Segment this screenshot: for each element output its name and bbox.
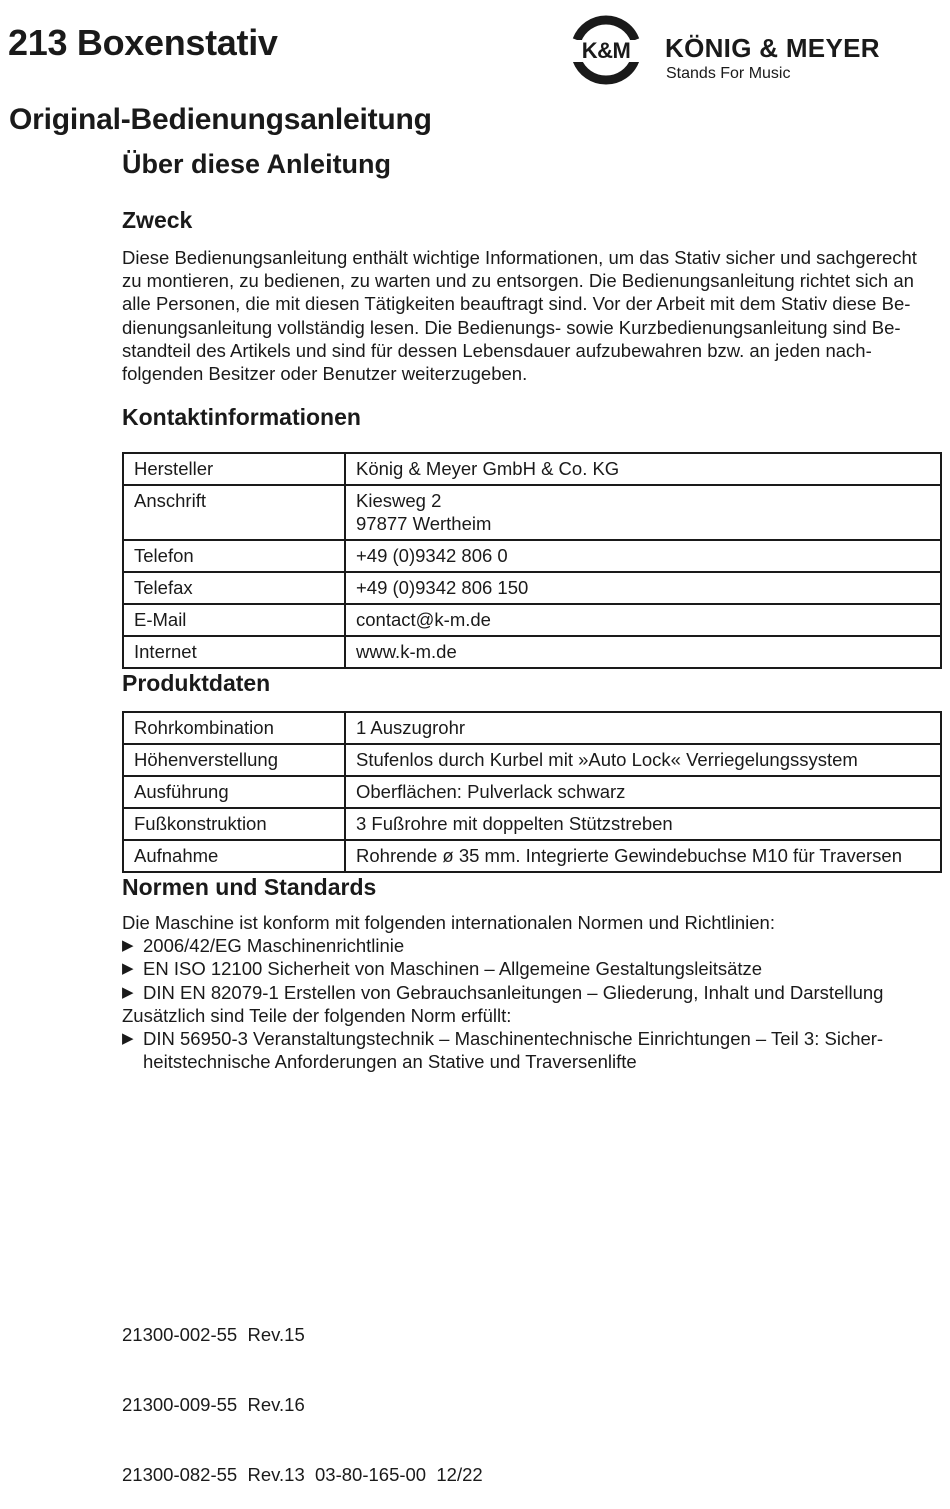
- product-table: [122, 711, 942, 873]
- norm-text: DIN EN 82079-1 Erstellen von Gebrauchsanleitungen – Gliederung, Inhalt und Darstellung: [143, 981, 884, 1003]
- table-row: [123, 604, 941, 636]
- contact-value-line: König & Meyer GmbH & Co. KG: [356, 458, 620, 479]
- normen-heading: Normen und Standards: [122, 874, 377, 900]
- product-label: Höhenverstellung: [123, 744, 345, 776]
- contact-value-line: Kiesweg 2: [356, 490, 442, 511]
- table-row: [123, 712, 941, 744]
- product-value: Oberflächen: Pulverlack schwarz: [345, 776, 941, 808]
- list-item: [122, 1027, 883, 1073]
- paragraph-line: alle Personen, die mit diesen Tätigkeiten beauftragt sind. Vor der Arbeit mit dem Stativ diese Be-: [122, 293, 911, 315]
- zweck-heading: Zweck: [122, 207, 193, 233]
- norm-text-continued: heitstechnische Anforderungen an Stative und Traversenlifte: [143, 1051, 637, 1073]
- product-label: Aufnahme: [123, 840, 345, 872]
- logo-mark: K&M: [567, 40, 645, 62]
- contact-label: Telefax: [123, 572, 345, 604]
- table-row: [123, 744, 941, 776]
- arrow-right-icon: ▶: [122, 937, 134, 955]
- product-label: Ausführung: [123, 776, 345, 808]
- table-row: [123, 776, 941, 808]
- contact-value-line: 97877 Wertheim: [356, 513, 492, 534]
- zweck-paragraph: [122, 246, 944, 385]
- contact-value-line: www.k-m.de: [356, 641, 457, 662]
- section-title: Über diese Anleitung: [122, 149, 392, 179]
- kontakt-heading: Kontaktinformationen: [122, 404, 361, 430]
- table-row: [123, 636, 941, 668]
- contact-table: [122, 452, 942, 669]
- logo-tagline: Stands For Music: [666, 65, 791, 82]
- norms-intro: Die Maschine ist konform mit folgenden internationalen Normen und Richtlinien:: [122, 912, 775, 933]
- table-row: [123, 453, 941, 485]
- arrow-right-icon: ▶: [122, 960, 134, 978]
- contact-value: [345, 453, 941, 485]
- contact-value: [345, 540, 941, 572]
- arrow-right-icon: ▶: [122, 1030, 134, 1048]
- arrow-right-icon: ▶: [122, 983, 134, 1001]
- contact-label: Telefon: [123, 540, 345, 572]
- product-value: Stufenlos durch Kurbel mit »Auto Lock« Verriegelungssystem: [345, 744, 941, 776]
- contact-value-line: contact@k-m.de: [356, 609, 491, 630]
- footer-line: 21300-082-55 Rev.13 03-80-165-00 12/22: [122, 1463, 483, 1485]
- contact-value: [345, 485, 941, 540]
- contact-value: [345, 604, 941, 636]
- norm-text: EN ISO 12100 Sicherheit von Maschinen – Allgemeine Gestaltungsleitsätze: [143, 958, 763, 980]
- table-row: [123, 572, 941, 604]
- contact-value-line: +49 (0)9342 806 150: [356, 577, 529, 598]
- list-item: [122, 981, 883, 1004]
- list-item: [122, 957, 883, 980]
- contact-value: [345, 572, 941, 604]
- footer-line: 21300-009-55 Rev.16: [122, 1394, 305, 1416]
- contact-label: Anschrift: [123, 485, 345, 540]
- list-item: [122, 934, 883, 957]
- contact-value-line: +49 (0)9342 806 0: [356, 545, 508, 566]
- table-row: [123, 485, 941, 540]
- paragraph-line: folgenden Besitzer oder Benutzer weiterzugeben.: [122, 363, 528, 385]
- document-footer: [122, 1277, 483, 1509]
- table-row: [123, 540, 941, 572]
- km-logo: [567, 14, 937, 86]
- product-value: 3 Fußrohre mit doppelten Stützstreben: [345, 808, 941, 840]
- contact-label: Hersteller: [123, 453, 345, 485]
- table-row: [123, 808, 941, 840]
- contact-label: Internet: [123, 636, 345, 668]
- footer-line: 21300-002-55 Rev.15: [122, 1324, 305, 1346]
- logo-brand: KÖNIG & MEYER: [665, 33, 880, 63]
- product-label: Fußkonstruktion: [123, 808, 345, 840]
- norms-list: [122, 911, 883, 1073]
- paragraph-line: Diese Bedienungsanleitung enthält wichtige Informationen, um das Stativ sicher und sachgerecht: [122, 247, 917, 268]
- table-row: [123, 840, 941, 872]
- product-value: Rohrende ø 35 mm. Integrierte Gewindebuchse M10 für Traversen: [345, 840, 941, 872]
- norm-text: 2006/42/EG Maschinenrichtlinie: [143, 935, 405, 957]
- contact-value: [345, 636, 941, 668]
- document-title: 213 Boxenstativ: [8, 22, 278, 63]
- product-label: Rohrkombination: [123, 712, 345, 744]
- paragraph-line: dienungsanleitung vollständig lesen. Die Bedienungs- sowie Kurzbedienungsanleitung sind Be-: [122, 316, 901, 338]
- norm-text: DIN 56950-3 Veranstaltungstechnik – Maschinentechnische Einrichtungen – Teil 3: Sicher-: [143, 1028, 884, 1050]
- produkt-heading: Produktdaten: [122, 670, 271, 696]
- contact-label: E-Mail: [123, 604, 345, 636]
- document-subtitle: Original-Bedienungsanleitung: [9, 103, 432, 136]
- product-value: 1 Auszugrohr: [345, 712, 941, 744]
- paragraph-line: standteil des Artikels und sind für dessen Lebensdauer aufzubewahren bzw. an jeden nach-: [122, 339, 872, 361]
- paragraph-line: zu montieren, zu bedienen, zu warten und zu entsorgen. Die Bedienungsanleitung richtet sich an: [122, 270, 914, 292]
- norms-intro-2: Zusätzlich sind Teile der folgenden Norm erfüllt:: [122, 1004, 512, 1026]
